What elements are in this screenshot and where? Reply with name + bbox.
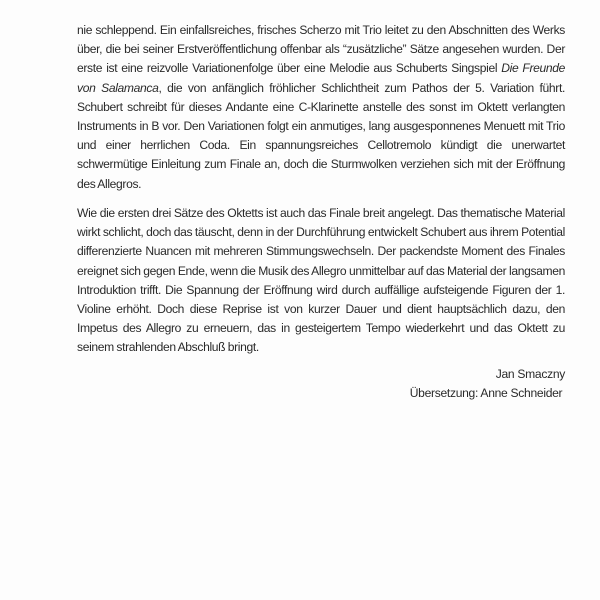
translation-credit: Übersetzung: Anne Schneider xyxy=(409,386,563,401)
paragraph-1-text xyxy=(77,21,565,194)
paragraph-2 xyxy=(77,204,565,358)
paragraph-1-segment-3: , die von anfänglich fröhlicher Schlichtheit zum Pathos der 5. Variation führt. Schubert schreibt für dieses Andante eine C-Klarinette anstelle des sonst im Oktett verlangten Instruments in B vor. Den Variationen folgt ein anmutiges, lang ausgesponnenes Menuett mit Trio und einer herrlichen Coda. Ein spannungsreiches Cellotremolo kündigt die unerwartet schwermütige Einleitung zum Finale an, doch die Sturmwolken verziehen sich mit der Eröffnung des Allegros. xyxy=(77,80,565,191)
paragraph-1 xyxy=(77,21,565,194)
author-name: Jan Smaczny xyxy=(495,367,565,381)
paragraph-1-title-italic: Die Freunde von Salamanca xyxy=(77,61,565,95)
paragraph-2-text xyxy=(77,204,565,358)
paragraph-1-segment-1: nie schleppend. Ein einfallsreiches, frisches Scherzo mit Trio leitet zu den Abschnitten des Werks über, die bei seiner Erstveröffentlichung offenbar als “zusätzliche” Sätze angesehen wurden. Der erste ist eine reizvolle Variationenfolge über eine Melodie aus Schuberts Singspiel xyxy=(77,23,565,76)
paragraph-2-segment-1: Wie die ersten drei Sätze des Oktetts ist auch das Finale breit angelegt. Das thematische Material wirkt schlicht, doch das täuscht, denn in der Durchführung entwickelt Schubert aus ihrem Potential differenzierte Nuancen mit mehreren Stimmungswechseln. Der packendste Moment des Finales ereignet sich gegen Ende, wenn die Musik des Allegro unmittelbar auf das Material der langsamen Introduktion trifft. Die Spannung der Eröffnung wird durch auffällige aufsteigende Figuren der 1. Violine erhöht. Doch diese Reprise ist von kurzer Dauer und dient hauptsächlich dazu, den Impetus des Allegro zu erneuern, das in gesteigertem Tempo wiederkehrt und das Oktett zu seinem strahlenden Abschluß bringt. xyxy=(77,206,565,355)
credits-block xyxy=(410,365,565,403)
